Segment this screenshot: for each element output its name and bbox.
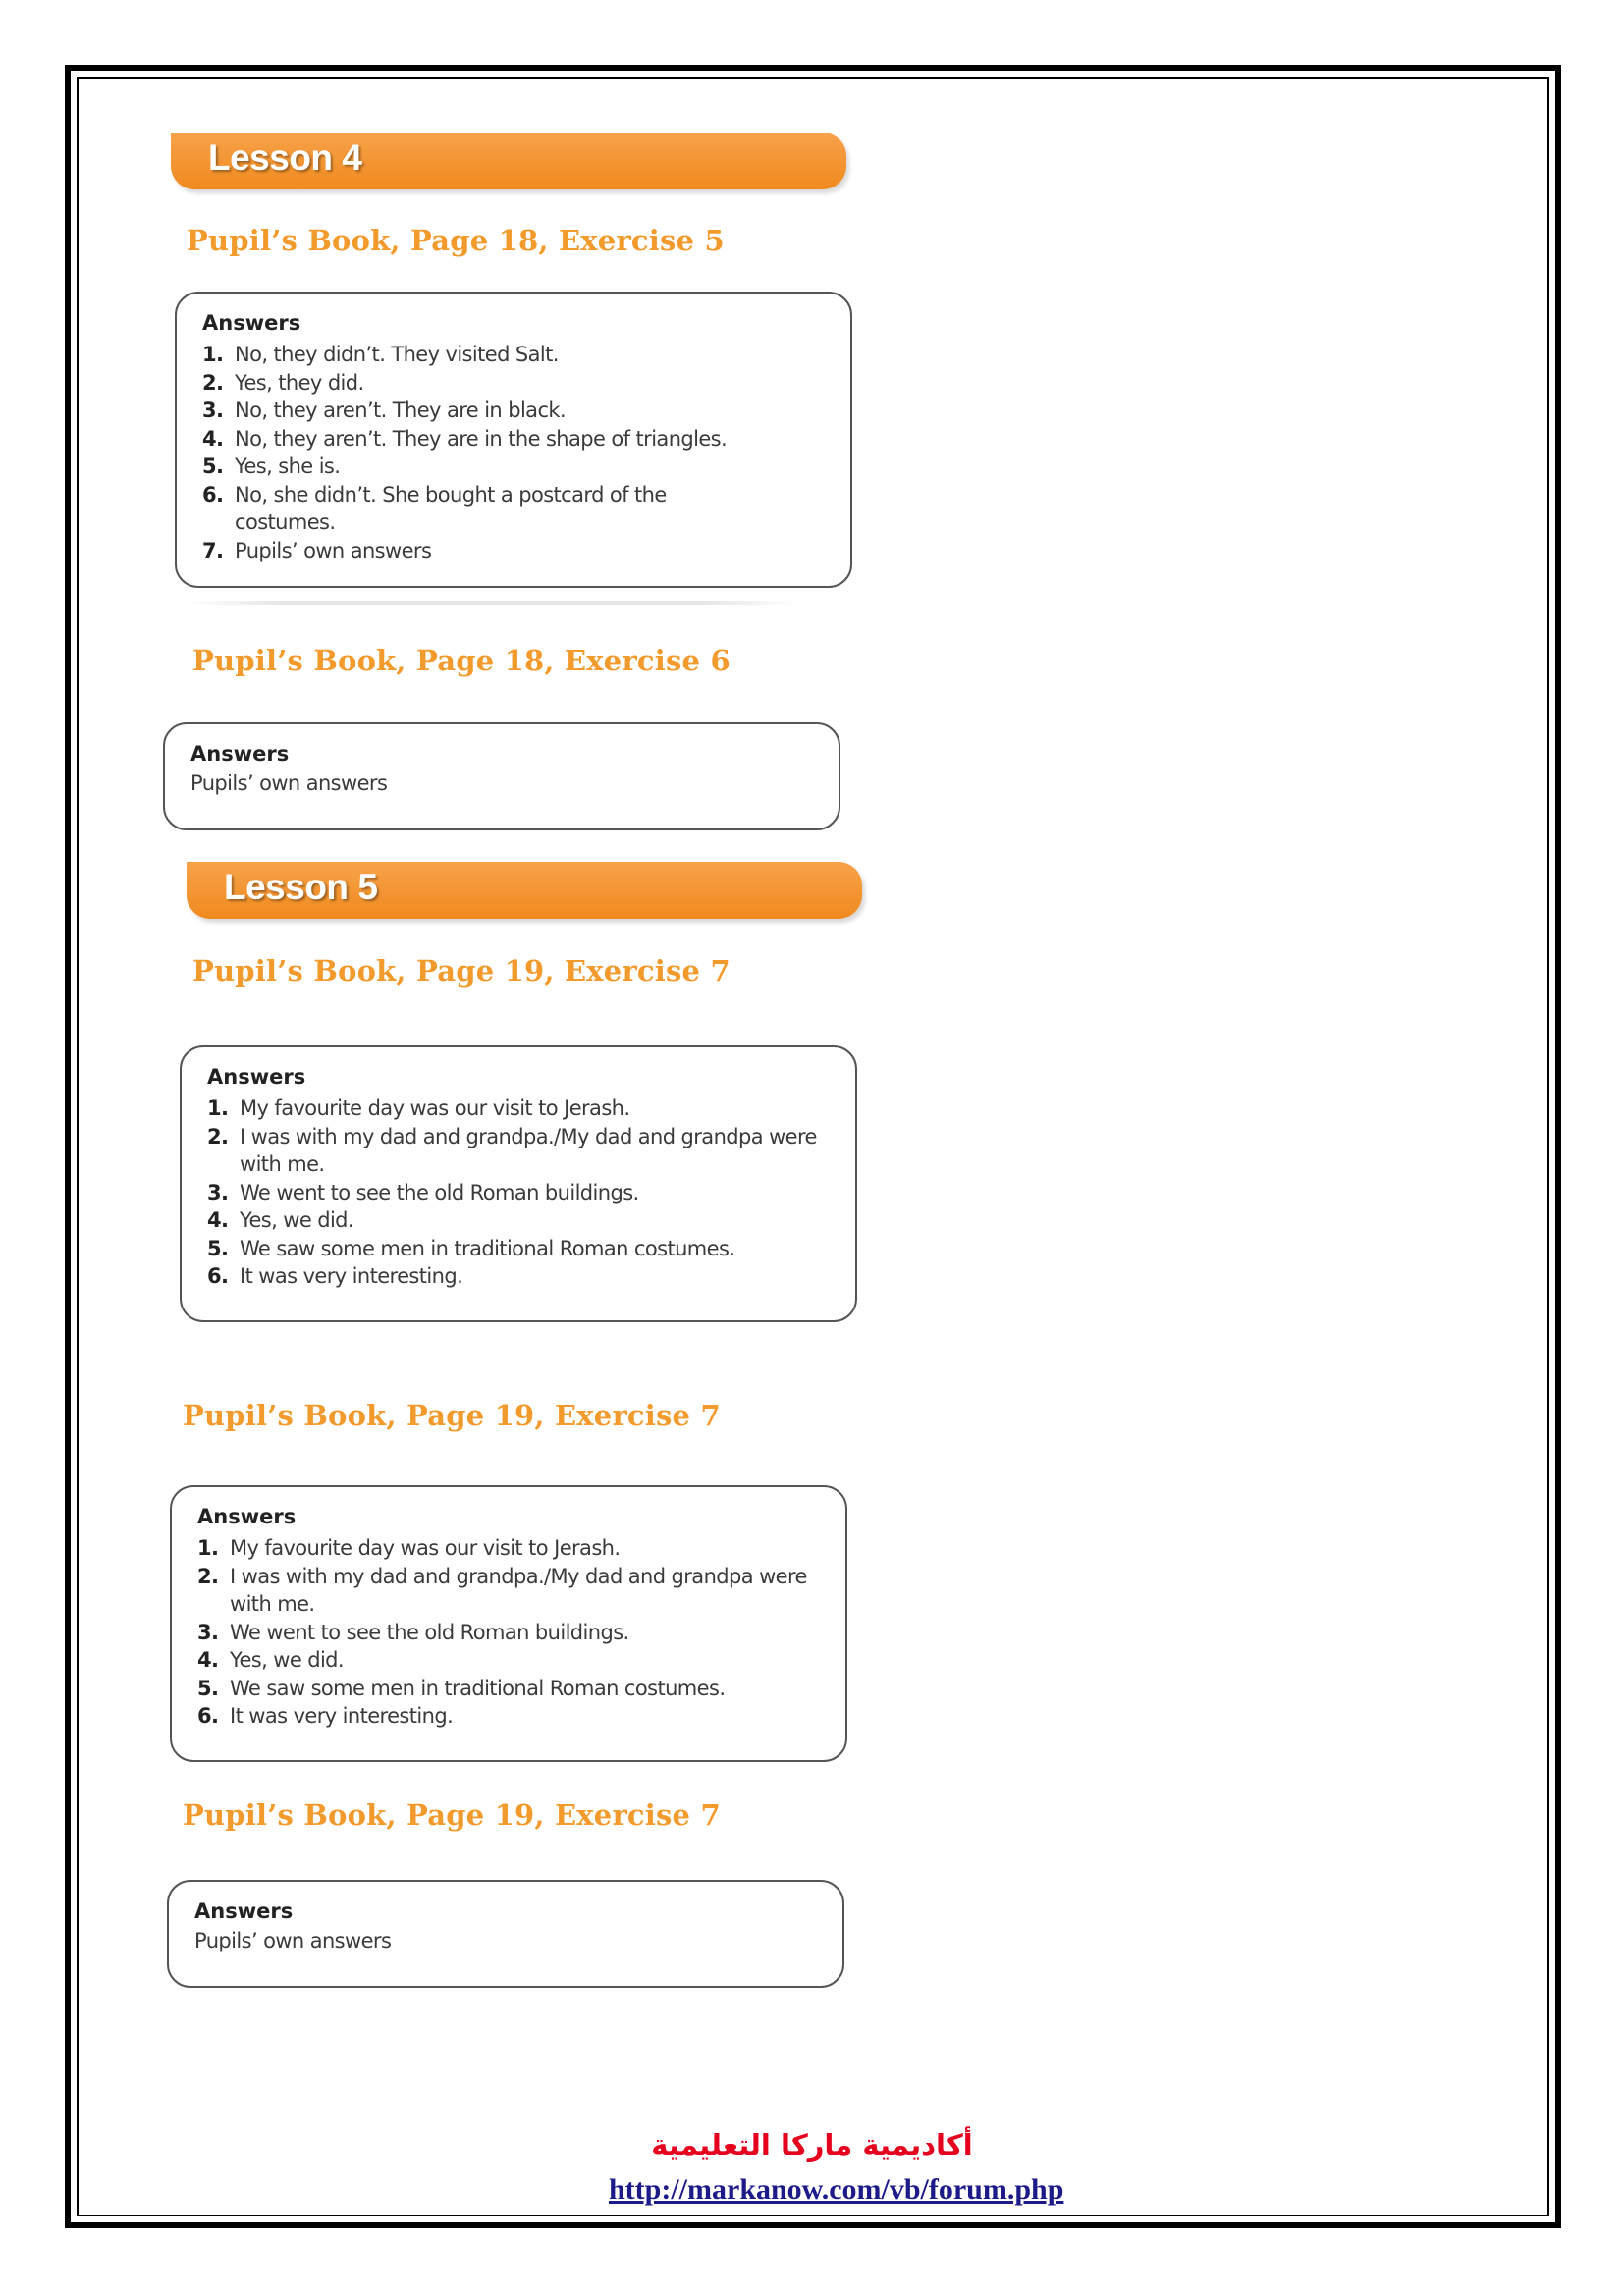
item-number: 6. <box>202 482 224 507</box>
list-item <box>207 1095 821 1123</box>
item-text: I was with my dad and grandpa./My dad and grandpa were with me. <box>240 1124 817 1176</box>
item-number: 3. <box>207 1180 229 1204</box>
item-number: 5. <box>197 1676 219 1700</box>
exercise-5-answers-box <box>175 292 852 588</box>
list-item <box>207 1123 821 1179</box>
item-text: No, they didn’t. They visited Salt. <box>235 343 559 366</box>
item-text: It was very interesting. <box>230 1704 454 1728</box>
lesson-5-label: Lesson 5 <box>224 867 378 907</box>
item-number: 4. <box>197 1648 219 1672</box>
item-text: No, she didn’t. She bought a postcard of the costumes. <box>235 482 667 534</box>
item-number: 2. <box>197 1564 219 1588</box>
list-item <box>202 425 752 454</box>
list-item <box>207 1179 821 1207</box>
item-number: 6. <box>207 1264 229 1288</box>
list-item <box>197 1534 811 1563</box>
exercise-7-heading: Pupil’s Book, Page 19, Exercise 7 <box>183 1399 721 1432</box>
list-item <box>207 1235 821 1263</box>
answers-title: Answers <box>202 311 301 335</box>
section-divider <box>189 601 797 605</box>
item-number: 5. <box>202 454 224 478</box>
list-item <box>197 1702 811 1731</box>
list-item <box>197 1619 811 1647</box>
item-text: We saw some men in traditional Roman costumes. <box>240 1236 735 1260</box>
item-number: 1. <box>207 1096 229 1120</box>
answers-list <box>197 1534 811 1731</box>
exercise-6-heading: Pupil’s Book, Page 18, Exercise 6 <box>192 644 731 677</box>
item-text: It was very interesting. <box>240 1264 463 1288</box>
exercise-6-answers-box <box>163 722 840 830</box>
list-item <box>202 481 752 537</box>
item-number: 5. <box>207 1236 229 1260</box>
list-item <box>202 341 752 369</box>
academy-name: أكاديمية ماركا التعليمية <box>651 2128 973 2162</box>
item-number: 2. <box>202 370 224 395</box>
exercise-7-heading: Pupil’s Book, Page 19, Exercise 7 <box>192 954 731 988</box>
list-item <box>207 1262 821 1291</box>
item-number: 2. <box>207 1124 229 1148</box>
list-item <box>197 1675 811 1703</box>
item-text: No, they aren’t. They are in black. <box>235 399 567 422</box>
item-number: 7. <box>202 538 224 562</box>
exercise-5-heading: Pupil’s Book, Page 18, Exercise 5 <box>187 224 725 257</box>
item-number: 3. <box>197 1620 219 1644</box>
answers-title: Answers <box>194 1899 294 1923</box>
item-text: I was with my dad and grandpa./My dad and grandpa were with me. <box>230 1564 807 1616</box>
list-item <box>202 369 752 398</box>
item-text: Yes, we did. <box>230 1648 344 1672</box>
list-item <box>197 1646 811 1675</box>
item-number: 1. <box>202 343 224 366</box>
list-item <box>197 1563 811 1619</box>
lesson-4-banner <box>171 133 846 189</box>
item-number: 4. <box>207 1208 229 1232</box>
item-number: 4. <box>202 426 224 451</box>
list-item <box>202 537 752 565</box>
answers-list <box>207 1095 821 1291</box>
answers-title: Answers <box>190 742 290 766</box>
item-number: 6. <box>197 1704 219 1728</box>
exercise-7-answers-box <box>167 1880 844 1988</box>
item-text: We saw some men in traditional Roman costumes. <box>230 1676 726 1700</box>
list-item <box>207 1206 821 1235</box>
item-text: We went to see the old Roman buildings. <box>240 1180 639 1204</box>
answers-title: Answers <box>197 1505 297 1528</box>
lesson-5-banner <box>187 862 862 919</box>
item-text: No, they aren’t. They are in the shape of triangles. <box>235 426 728 451</box>
item-text: Pupils’ own answers <box>235 538 432 562</box>
list-item <box>202 397 752 425</box>
item-text: We went to see the old Roman buildings. <box>230 1620 629 1644</box>
exercise-7-answers-box <box>170 1485 847 1762</box>
answers-text: Pupils’ own answers <box>194 1929 392 1952</box>
list-item <box>202 453 752 481</box>
item-number: 1. <box>197 1536 219 1560</box>
answers-text: Pupils’ own answers <box>190 772 388 795</box>
forum-link[interactable]: http://markanow.com/vb/forum.php <box>609 2173 1064 2206</box>
item-text: My favourite day was our visit to Jerash. <box>230 1536 621 1560</box>
item-text: My favourite day was our visit to Jerash. <box>240 1096 630 1120</box>
lesson-4-label: Lesson 4 <box>208 137 362 178</box>
answers-title: Answers <box>207 1065 306 1089</box>
item-text: Yes, she is. <box>235 454 341 478</box>
exercise-7-answers-box <box>180 1045 857 1322</box>
item-text: Yes, we did. <box>240 1208 353 1232</box>
exercise-7-heading: Pupil’s Book, Page 19, Exercise 7 <box>183 1798 721 1832</box>
item-text: Yes, they did. <box>235 370 364 395</box>
answers-list <box>202 341 752 564</box>
item-number: 3. <box>202 399 224 422</box>
